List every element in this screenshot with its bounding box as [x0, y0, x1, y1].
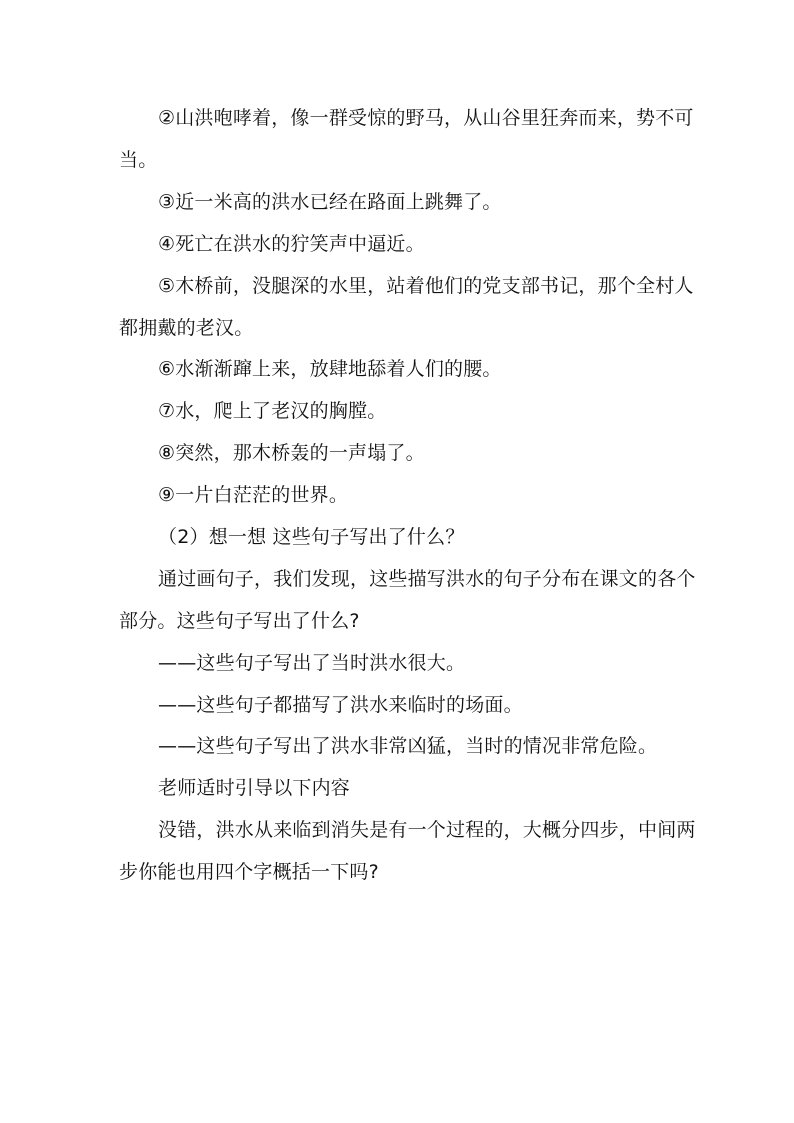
paragraph-line-2: 当。: [119, 149, 158, 171]
paragraph-line-3: ③近一米高的洪水已经在路面上跳舞了。: [158, 191, 502, 213]
paragraph-line-18: 没错，洪水从来临到消失是有一个过程的，大概分四步，中间两: [158, 819, 696, 841]
paragraph-line-1: ②山洪咆哮着，像一群受惊的野马，从山谷里狂奔而来，势不可: [158, 107, 694, 129]
paragraph-line-5: ⑤木桥前，没腿深的水里，站着他们的党支部书记，那个全村人: [158, 275, 694, 297]
paragraph-line-6: 都拥戴的老汉。: [119, 317, 254, 339]
answer-line-3: ——这些句子写出了洪水非常凶猛，当时的情况非常危险。: [158, 735, 658, 757]
paragraph-line-19: 步你能也用四个字概括一下吗?: [119, 861, 379, 883]
teacher-guidance-line: 老师适时引导以下内容: [158, 777, 351, 799]
paragraph-line-8: ⑦水，爬上了老汉的胸膛。: [158, 400, 387, 422]
paragraph-line-7: ⑥水渐渐蹿上来，放肆地舔着人们的腰。: [158, 358, 502, 380]
paragraph-line-13: 部分。这些句子写出了什么?: [119, 610, 360, 632]
section-heading: （2）想一想 这些句子写出了什么？: [158, 526, 465, 548]
paragraph-line-12: 通过画句子，我们发现，这些描写洪水的句子分布在课文的各个: [158, 568, 696, 590]
answer-line-1: ——这些句子写出了当时洪水很大。: [158, 652, 466, 674]
paragraph-line-10: ⑨一片白茫茫的世界。: [158, 484, 349, 506]
answer-line-2: ——这些句子都描写了洪水来临时的场面。: [158, 694, 523, 716]
paragraph-line-4: ④死亡在洪水的狞笑声中逼近。: [158, 233, 425, 255]
paragraph-line-9: ⑧突然，那木桥轰的一声塌了。: [158, 442, 425, 464]
